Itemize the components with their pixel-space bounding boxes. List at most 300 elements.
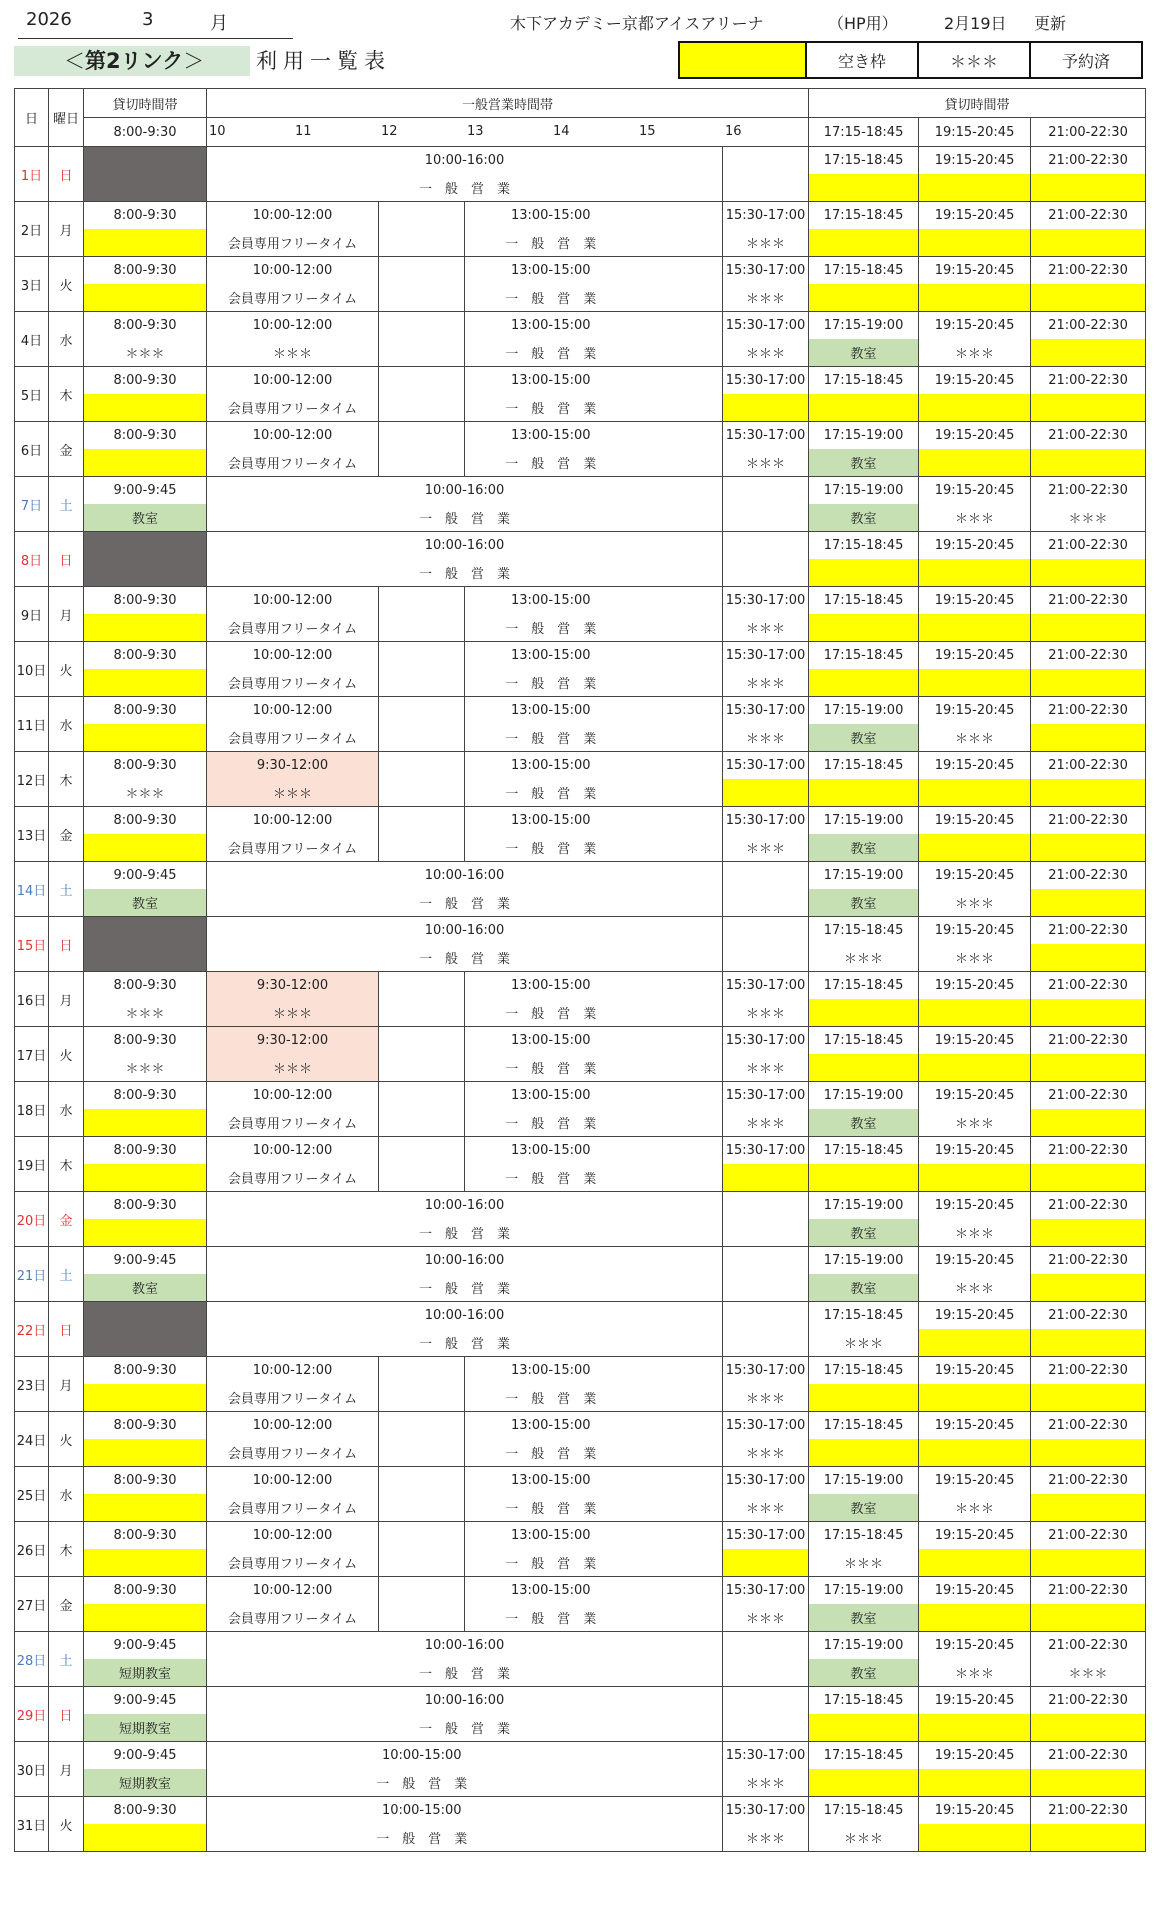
am-slot-status[interactable] — [84, 1494, 207, 1522]
pm-slot-time: 17:15-19:00 — [809, 807, 919, 835]
general-tail — [723, 1247, 809, 1302]
am-slot-status[interactable] — [84, 1109, 207, 1137]
weekday: 土 — [49, 862, 84, 917]
pm-slot-time: 21:00-22:30 — [1031, 1357, 1146, 1385]
slot-a-time: 10:00-12:00 — [207, 642, 379, 670]
pm-slot-status[interactable] — [919, 779, 1031, 807]
day-row-sub — [15, 999, 1146, 1027]
slot-b-time: 13:00-15:00 — [465, 587, 637, 615]
gap-cell — [379, 1137, 465, 1192]
pm-slot-time: 17:15-18:45 — [809, 1302, 919, 1330]
slot-a-time: 10:00-12:00 — [207, 312, 379, 340]
gap-cell — [379, 752, 465, 807]
general-label: 一 般 営 業 — [207, 1824, 637, 1852]
pm-slot-status[interactable] — [1031, 174, 1146, 202]
pm-slot-status[interactable] — [809, 1164, 919, 1192]
day-number: 29日 — [15, 1687, 49, 1742]
am-slot-time: 8:00-9:30 — [84, 257, 207, 285]
pm-slot-time: 17:15-19:00 — [809, 1632, 919, 1660]
slot-a-status: 会員専用フリータイム — [207, 834, 379, 862]
pm-slot-status: ＊＊＊ — [919, 1659, 1031, 1687]
slot-c-status[interactable] — [723, 394, 809, 422]
pm-slot-status[interactable] — [919, 1439, 1031, 1467]
closed-slot — [84, 917, 207, 972]
hour-tick: 10 — [209, 124, 226, 139]
am-slot-time: 8:00-9:30 — [84, 972, 207, 1000]
day-row — [15, 1247, 1146, 1275]
col-header-day: 日 — [15, 89, 49, 147]
pm-slot-time: 17:15-18:45 — [809, 367, 919, 395]
pm-slot-status[interactable] — [1031, 1714, 1146, 1742]
slot-b-label: 一 般 営 業 — [465, 1604, 637, 1632]
day-number: 16日 — [15, 972, 49, 1027]
day-row — [15, 1302, 1146, 1330]
pm-slot-status[interactable] — [919, 229, 1031, 257]
day-number: 26日 — [15, 1522, 49, 1577]
slot-c-status[interactable] — [723, 1164, 809, 1192]
pm-slot-time: 17:15-19:00 — [809, 1577, 919, 1605]
pm-slot-time: 19:15-20:45 — [919, 1467, 1031, 1495]
pm-slot-status[interactable] — [1031, 1329, 1146, 1357]
am-slot-time: 8:00-9:30 — [84, 422, 207, 450]
pm-slot-status[interactable] — [809, 1769, 919, 1797]
pm-slot-status[interactable] — [919, 669, 1031, 697]
pm-slot-status[interactable] — [1031, 1439, 1146, 1467]
pm-slot-status[interactable] — [919, 284, 1031, 312]
am-slot-time: 8:00-9:30 — [84, 202, 207, 230]
am-slot-time: 8:00-9:30 — [84, 312, 207, 340]
am-slot-status[interactable] — [84, 1439, 207, 1467]
pm-slot-time: 21:00-22:30 — [1031, 752, 1146, 780]
weekday: 火 — [49, 642, 84, 697]
pm-slot-time: 21:00-22:30 — [1031, 972, 1146, 1000]
pm-slot-status[interactable] — [1031, 944, 1146, 972]
general-time: 10:00-16:00 — [207, 477, 723, 505]
month-label: 月 — [210, 13, 228, 34]
pm-slot-status: ＊＊＊ — [919, 889, 1031, 917]
pm-slot-time: 21:00-22:30 — [1031, 697, 1146, 725]
slot-a-status: ＊＊＊ — [207, 999, 379, 1027]
pm-slot-status[interactable] — [1031, 669, 1146, 697]
pm-slot-time: 21:00-22:30 — [1031, 1412, 1146, 1440]
slot-a-status: ＊＊＊ — [207, 339, 379, 367]
day-number: 5日 — [15, 367, 49, 422]
day-row — [15, 1632, 1146, 1660]
day-row-sub — [15, 1824, 1146, 1852]
pm-slot-time: 21:00-22:30 — [1031, 1797, 1146, 1825]
general-label: 一 般 営 業 — [207, 559, 723, 587]
weekday: 木 — [49, 367, 84, 422]
slot-b-time: 13:00-15:00 — [465, 1082, 637, 1110]
day-row — [15, 1742, 1146, 1770]
am-slot-time: 9:00-9:45 — [84, 1687, 207, 1715]
pm-slot-status[interactable] — [919, 1054, 1031, 1082]
slot-c-status[interactable] — [723, 1549, 809, 1577]
pm-slot-status[interactable] — [1031, 1769, 1146, 1797]
pm-slot-status: ＊＊＊ — [809, 1549, 919, 1577]
general-label: 一 般 営 業 — [207, 504, 723, 532]
day-row — [15, 532, 1146, 560]
pm-slot-status[interactable] — [1031, 889, 1146, 917]
pm-slot-status: 教室 — [809, 1659, 919, 1687]
pm-slot-status[interactable] — [1031, 1549, 1146, 1577]
gap-cell — [637, 697, 723, 752]
am-slot-time: 8:00-9:30 — [84, 1522, 207, 1550]
slot-b-label: 一 般 営 業 — [465, 834, 637, 862]
pm-slot-status[interactable] — [809, 1714, 919, 1742]
slot-b-time: 13:00-15:00 — [465, 1137, 637, 1165]
pm-slot-status: 教室 — [809, 889, 919, 917]
general-label: 一 般 営 業 — [207, 1329, 723, 1357]
pm-slot-status[interactable] — [1031, 284, 1146, 312]
pm-slot-status[interactable] — [919, 1604, 1031, 1632]
am-slot-status[interactable] — [84, 669, 207, 697]
day-number: 31日 — [15, 1797, 49, 1852]
weekday: 日 — [49, 917, 84, 972]
pm-slot-status[interactable] — [809, 999, 919, 1027]
day-row — [15, 642, 1146, 670]
slot-c-time: 15:30-17:00 — [723, 1137, 809, 1165]
am-slot-status[interactable] — [84, 449, 207, 477]
weekday: 金 — [49, 1577, 84, 1632]
pm-slot-time: 21:00-22:30 — [1031, 1577, 1146, 1605]
gap-cell — [637, 1357, 723, 1412]
slot-c-time: 15:30-17:00 — [723, 367, 809, 395]
pm-slot-status[interactable] — [919, 1329, 1031, 1357]
closed-slot — [84, 1302, 207, 1357]
day-row — [15, 202, 1146, 230]
day-row-sub — [15, 1604, 1146, 1632]
pm-slot-status[interactable] — [809, 1439, 919, 1467]
am-slot-status[interactable] — [84, 1549, 207, 1577]
pm-slot-time: 21:00-22:30 — [1031, 917, 1146, 945]
day-row — [15, 1027, 1146, 1055]
col-header-weekday: 曜日 — [49, 89, 84, 147]
pm-slot-status[interactable] — [1031, 339, 1146, 367]
pm-slot-status[interactable] — [809, 394, 919, 422]
am-slot-status[interactable] — [84, 394, 207, 422]
pm-slot-time: 21:00-22:30 — [1031, 422, 1146, 450]
general-time: 10:00-15:00 — [207, 1742, 637, 1770]
slot-b-time: 13:00-15:00 — [465, 422, 637, 450]
pm-slot-time: 17:15-18:45 — [809, 972, 919, 1000]
slot-a-status: 会員専用フリータイム — [207, 394, 379, 422]
pm-slot-status[interactable] — [1031, 559, 1146, 587]
day-number: 9日 — [15, 587, 49, 642]
pm-slot-status: 教室 — [809, 504, 919, 532]
slot-b-time: 13:00-15:00 — [465, 257, 637, 285]
hour-ticks — [207, 118, 809, 147]
header-underline — [18, 38, 293, 39]
pm-slot-time: 17:15-18:45 — [809, 1027, 919, 1055]
pm-slot-status[interactable] — [919, 449, 1031, 477]
pm-slot-time: 17:15-19:00 — [809, 312, 919, 340]
gap-cell — [637, 312, 723, 367]
pm-slot-status[interactable] — [1031, 229, 1146, 257]
am-slot-time: 8:00-9:30 — [84, 752, 207, 780]
slot-c-status: ＊＊＊ — [723, 1439, 809, 1467]
pm-slot-time: 19:15-20:45 — [919, 862, 1031, 890]
gap-cell — [379, 972, 465, 1027]
gap-cell — [637, 752, 723, 807]
venue-name: 木下アカデミー京都アイスアリーナ — [510, 14, 764, 33]
pm-slot-status[interactable] — [1031, 999, 1146, 1027]
gap-cell — [637, 202, 723, 257]
gap-cell — [637, 257, 723, 312]
pm-slot-time: 19:15-20:45 — [919, 1522, 1031, 1550]
slot-c-time: 15:30-17:00 — [723, 1742, 809, 1770]
pm-slot-status: ＊＊＊ — [919, 1219, 1031, 1247]
weekday: 火 — [49, 1027, 84, 1082]
slot-b-time: 13:00-15:00 — [465, 1522, 637, 1550]
slot-a-time: 10:00-12:00 — [207, 367, 379, 395]
pm-slot-status[interactable] — [809, 1054, 919, 1082]
pm-slot-status[interactable] — [809, 614, 919, 642]
day-row-sub — [15, 1769, 1146, 1797]
am-slot-status[interactable] — [84, 1219, 207, 1247]
weekday: 木 — [49, 1137, 84, 1192]
day-row — [15, 1357, 1146, 1385]
am-slot-time: 8:00-9:30 — [84, 697, 207, 725]
pm-slot-time: 17:15-18:45 — [809, 917, 919, 945]
gap-cell — [637, 972, 723, 1027]
weekday: 月 — [49, 1357, 84, 1412]
weekday: 月 — [49, 202, 84, 257]
pm-slot-time: 19:15-20:45 — [919, 1082, 1031, 1110]
pm-slot-time: 19:15-20:45 — [919, 1192, 1031, 1220]
pm-slot-status[interactable] — [919, 1549, 1031, 1577]
day-number: 11日 — [15, 697, 49, 752]
am-slot-status[interactable] — [84, 614, 207, 642]
general-tail — [723, 917, 809, 972]
pm-slot-time: 17:15-19:00 — [809, 1192, 919, 1220]
pm-slot-status[interactable] — [919, 1714, 1031, 1742]
slot-b-label: 一 般 営 業 — [465, 449, 637, 477]
pm-slot-status[interactable] — [809, 669, 919, 697]
general-time: 10:00-16:00 — [207, 147, 723, 175]
day-number: 30日 — [15, 1742, 49, 1797]
gap-cell — [379, 1522, 465, 1577]
am-slot-time: 9:00-9:45 — [84, 1742, 207, 1770]
day-number: 17日 — [15, 1027, 49, 1082]
slot-c-time: 15:30-17:00 — [723, 312, 809, 340]
pm-slot-time: 19:15-20:45 — [919, 1137, 1031, 1165]
am-slot-time: 8:00-9:30 — [84, 1412, 207, 1440]
pm-slot-time: 21:00-22:30 — [1031, 477, 1146, 505]
general-tail — [723, 532, 809, 587]
pm-slot-status[interactable] — [1031, 1824, 1146, 1852]
slot-b-label: 一 般 営 業 — [465, 284, 637, 312]
pm-slot-time: 17:15-18:45 — [809, 257, 919, 285]
am-slot-status[interactable] — [84, 1384, 207, 1412]
day-row-sub — [15, 1109, 1146, 1137]
closed-slot — [84, 532, 207, 587]
slot-c-status[interactable] — [723, 779, 809, 807]
day-row-sub — [15, 779, 1146, 807]
slot-a-status: 会員専用フリータイム — [207, 1494, 379, 1522]
slot-a-status: 会員専用フリータイム — [207, 284, 379, 312]
am-slot-status[interactable] — [84, 1824, 207, 1852]
pm-slot-status[interactable] — [1031, 394, 1146, 422]
gap-cell — [379, 1357, 465, 1412]
slot-b-label: 一 般 営 業 — [465, 1439, 637, 1467]
am-slot-time: 9:00-9:45 — [84, 477, 207, 505]
pm-slot-status[interactable] — [919, 1824, 1031, 1852]
slot-a-status: 会員専用フリータイム — [207, 669, 379, 697]
general-label: 一 般 営 業 — [207, 889, 723, 917]
day-number: 6日 — [15, 422, 49, 477]
slot-a-status: 会員専用フリータイム — [207, 1549, 379, 1577]
am-slot-status[interactable] — [84, 284, 207, 312]
pm-slot-status[interactable] — [1031, 1219, 1146, 1247]
general-tail — [723, 147, 809, 202]
pm-slot-status[interactable] — [919, 834, 1031, 862]
pm-slot-status[interactable] — [919, 1164, 1031, 1192]
slot-a-time: 9:30-12:00 — [207, 1027, 379, 1055]
slot-a-time: 10:00-12:00 — [207, 1577, 379, 1605]
pm-slot-time: 17:15-18:45 — [809, 1412, 919, 1440]
pm-slot-status: ＊＊＊ — [919, 1274, 1031, 1302]
am-slot-status: ＊＊＊ — [84, 339, 207, 367]
am-slot-time: 8:00-9:30 — [84, 1192, 207, 1220]
day-number: 28日 — [15, 1632, 49, 1687]
pm-slot-status[interactable] — [1031, 1164, 1146, 1192]
pm-slot-status[interactable] — [919, 1769, 1031, 1797]
am-slot-status[interactable] — [84, 724, 207, 752]
pm-slot-status[interactable] — [919, 614, 1031, 642]
gap-cell — [379, 807, 465, 862]
slot-a-status: 会員専用フリータイム — [207, 1109, 379, 1137]
slot-b-label: 一 般 営 業 — [465, 669, 637, 697]
pm-slot-status[interactable] — [1031, 1604, 1146, 1632]
schedule-table — [14, 88, 1146, 1852]
pm-slot-status[interactable] — [809, 1384, 919, 1412]
pm-slot-status[interactable] — [809, 779, 919, 807]
am-slot-status: ＊＊＊ — [84, 999, 207, 1027]
pm-slot-time: 19:15-20:45 — [919, 1027, 1031, 1055]
pm-slot-status: 教室 — [809, 1274, 919, 1302]
pm-slot-time: 21:00-22:30 — [1031, 367, 1146, 395]
gap-cell — [637, 1522, 723, 1577]
pm-slot-status[interactable] — [919, 559, 1031, 587]
pm-slot-time: 17:15-19:00 — [809, 1467, 919, 1495]
hour-tick: 14 — [553, 124, 570, 139]
col-header-charter-am: 貸切時間帯 — [84, 89, 207, 118]
day-row — [15, 367, 1146, 395]
slot-b-time: 13:00-15:00 — [465, 202, 637, 230]
col-header-charter-pm: 貸切時間帯 — [809, 89, 1146, 118]
weekday: 土 — [49, 477, 84, 532]
day-row — [15, 1522, 1146, 1550]
legend-mask-label: ＊＊＊ — [918, 42, 1030, 78]
pm-slot-time: 21:00-22:30 — [1031, 642, 1146, 670]
day-row — [15, 1082, 1146, 1110]
col-header-pm-slot-2: 19:15-20:45 — [919, 118, 1031, 147]
pm-slot-status[interactable] — [1031, 614, 1146, 642]
pm-slot-status: 教室 — [809, 1219, 919, 1247]
slot-a-status: 会員専用フリータイム — [207, 449, 379, 477]
pm-slot-time: 19:15-20:45 — [919, 1302, 1031, 1330]
slot-a-time: 10:00-12:00 — [207, 1467, 379, 1495]
pm-slot-status: ＊＊＊ — [809, 1329, 919, 1357]
gap-cell — [637, 642, 723, 697]
slot-b-label: 一 般 営 業 — [465, 1494, 637, 1522]
slot-a-status: 会員専用フリータイム — [207, 1439, 379, 1467]
pm-slot-status[interactable] — [1031, 779, 1146, 807]
day-row — [15, 752, 1146, 780]
weekday: 金 — [49, 422, 84, 477]
am-slot-status[interactable] — [84, 834, 207, 862]
pm-slot-time: 21:00-22:30 — [1031, 1632, 1146, 1660]
pm-slot-status[interactable] — [919, 174, 1031, 202]
am-slot-time: 9:00-9:45 — [84, 862, 207, 890]
col-header-general: 一般営業時間帯 — [207, 89, 809, 118]
day-row-sub — [15, 834, 1146, 862]
weekday: 月 — [49, 972, 84, 1027]
pm-slot-status[interactable] — [1031, 449, 1146, 477]
pm-slot-status[interactable] — [919, 1384, 1031, 1412]
pm-slot-time: 17:15-18:45 — [809, 1357, 919, 1385]
gap-cell — [379, 1467, 465, 1522]
day-row — [15, 312, 1146, 340]
am-slot-status[interactable] — [84, 1164, 207, 1192]
general-tail — [723, 1192, 809, 1247]
slot-c-time: 15:30-17:00 — [723, 1522, 809, 1550]
slot-c-status: ＊＊＊ — [723, 229, 809, 257]
gap-cell — [379, 312, 465, 367]
slot-a-time: 10:00-12:00 — [207, 1082, 379, 1110]
pm-slot-time: 19:15-20:45 — [919, 532, 1031, 560]
pm-slot-status[interactable] — [1031, 1109, 1146, 1137]
pm-slot-status[interactable] — [809, 229, 919, 257]
am-slot-status[interactable] — [84, 1604, 207, 1632]
page-title: 利用一覧表 — [256, 49, 391, 73]
pm-slot-time: 17:15-18:45 — [809, 532, 919, 560]
am-slot-time: 9:00-9:45 — [84, 1632, 207, 1660]
day-row — [15, 917, 1146, 945]
pm-slot-status[interactable] — [919, 999, 1031, 1027]
pm-slot-time: 21:00-22:30 — [1031, 1467, 1146, 1495]
pm-slot-status[interactable] — [1031, 1274, 1146, 1302]
slot-c-status: ＊＊＊ — [723, 284, 809, 312]
slot-c-status: ＊＊＊ — [723, 614, 809, 642]
pm-slot-time: 17:15-18:45 — [809, 1137, 919, 1165]
pm-slot-status[interactable] — [1031, 834, 1146, 862]
pm-slot-time: 17:15-18:45 — [809, 1742, 919, 1770]
slot-b-label: 一 般 営 業 — [465, 999, 637, 1027]
general-label: 一 般 営 業 — [207, 1769, 637, 1797]
general-time: 10:00-15:00 — [207, 1797, 637, 1825]
pm-slot-status[interactable] — [809, 559, 919, 587]
pm-slot-status[interactable] — [1031, 1054, 1146, 1082]
slot-c-status: ＊＊＊ — [723, 834, 809, 862]
slot-b-label: 一 般 営 業 — [465, 1054, 637, 1082]
pm-slot-status[interactable] — [1031, 1494, 1146, 1522]
general-tail — [723, 1302, 809, 1357]
pm-slot-status[interactable] — [809, 174, 919, 202]
am-slot-time: 8:00-9:30 — [84, 1027, 207, 1055]
day-row-sub — [15, 1439, 1146, 1467]
slot-a-time: 9:30-12:00 — [207, 972, 379, 1000]
pm-slot-status: 教室 — [809, 1494, 919, 1522]
pm-slot-status[interactable] — [809, 284, 919, 312]
pm-slot-status[interactable] — [919, 394, 1031, 422]
weekday: 木 — [49, 1522, 84, 1577]
am-slot-status[interactable] — [84, 229, 207, 257]
pm-slot-status[interactable] — [1031, 1384, 1146, 1412]
pm-slot-status[interactable] — [1031, 724, 1146, 752]
slot-c-status: ＊＊＊ — [723, 1109, 809, 1137]
